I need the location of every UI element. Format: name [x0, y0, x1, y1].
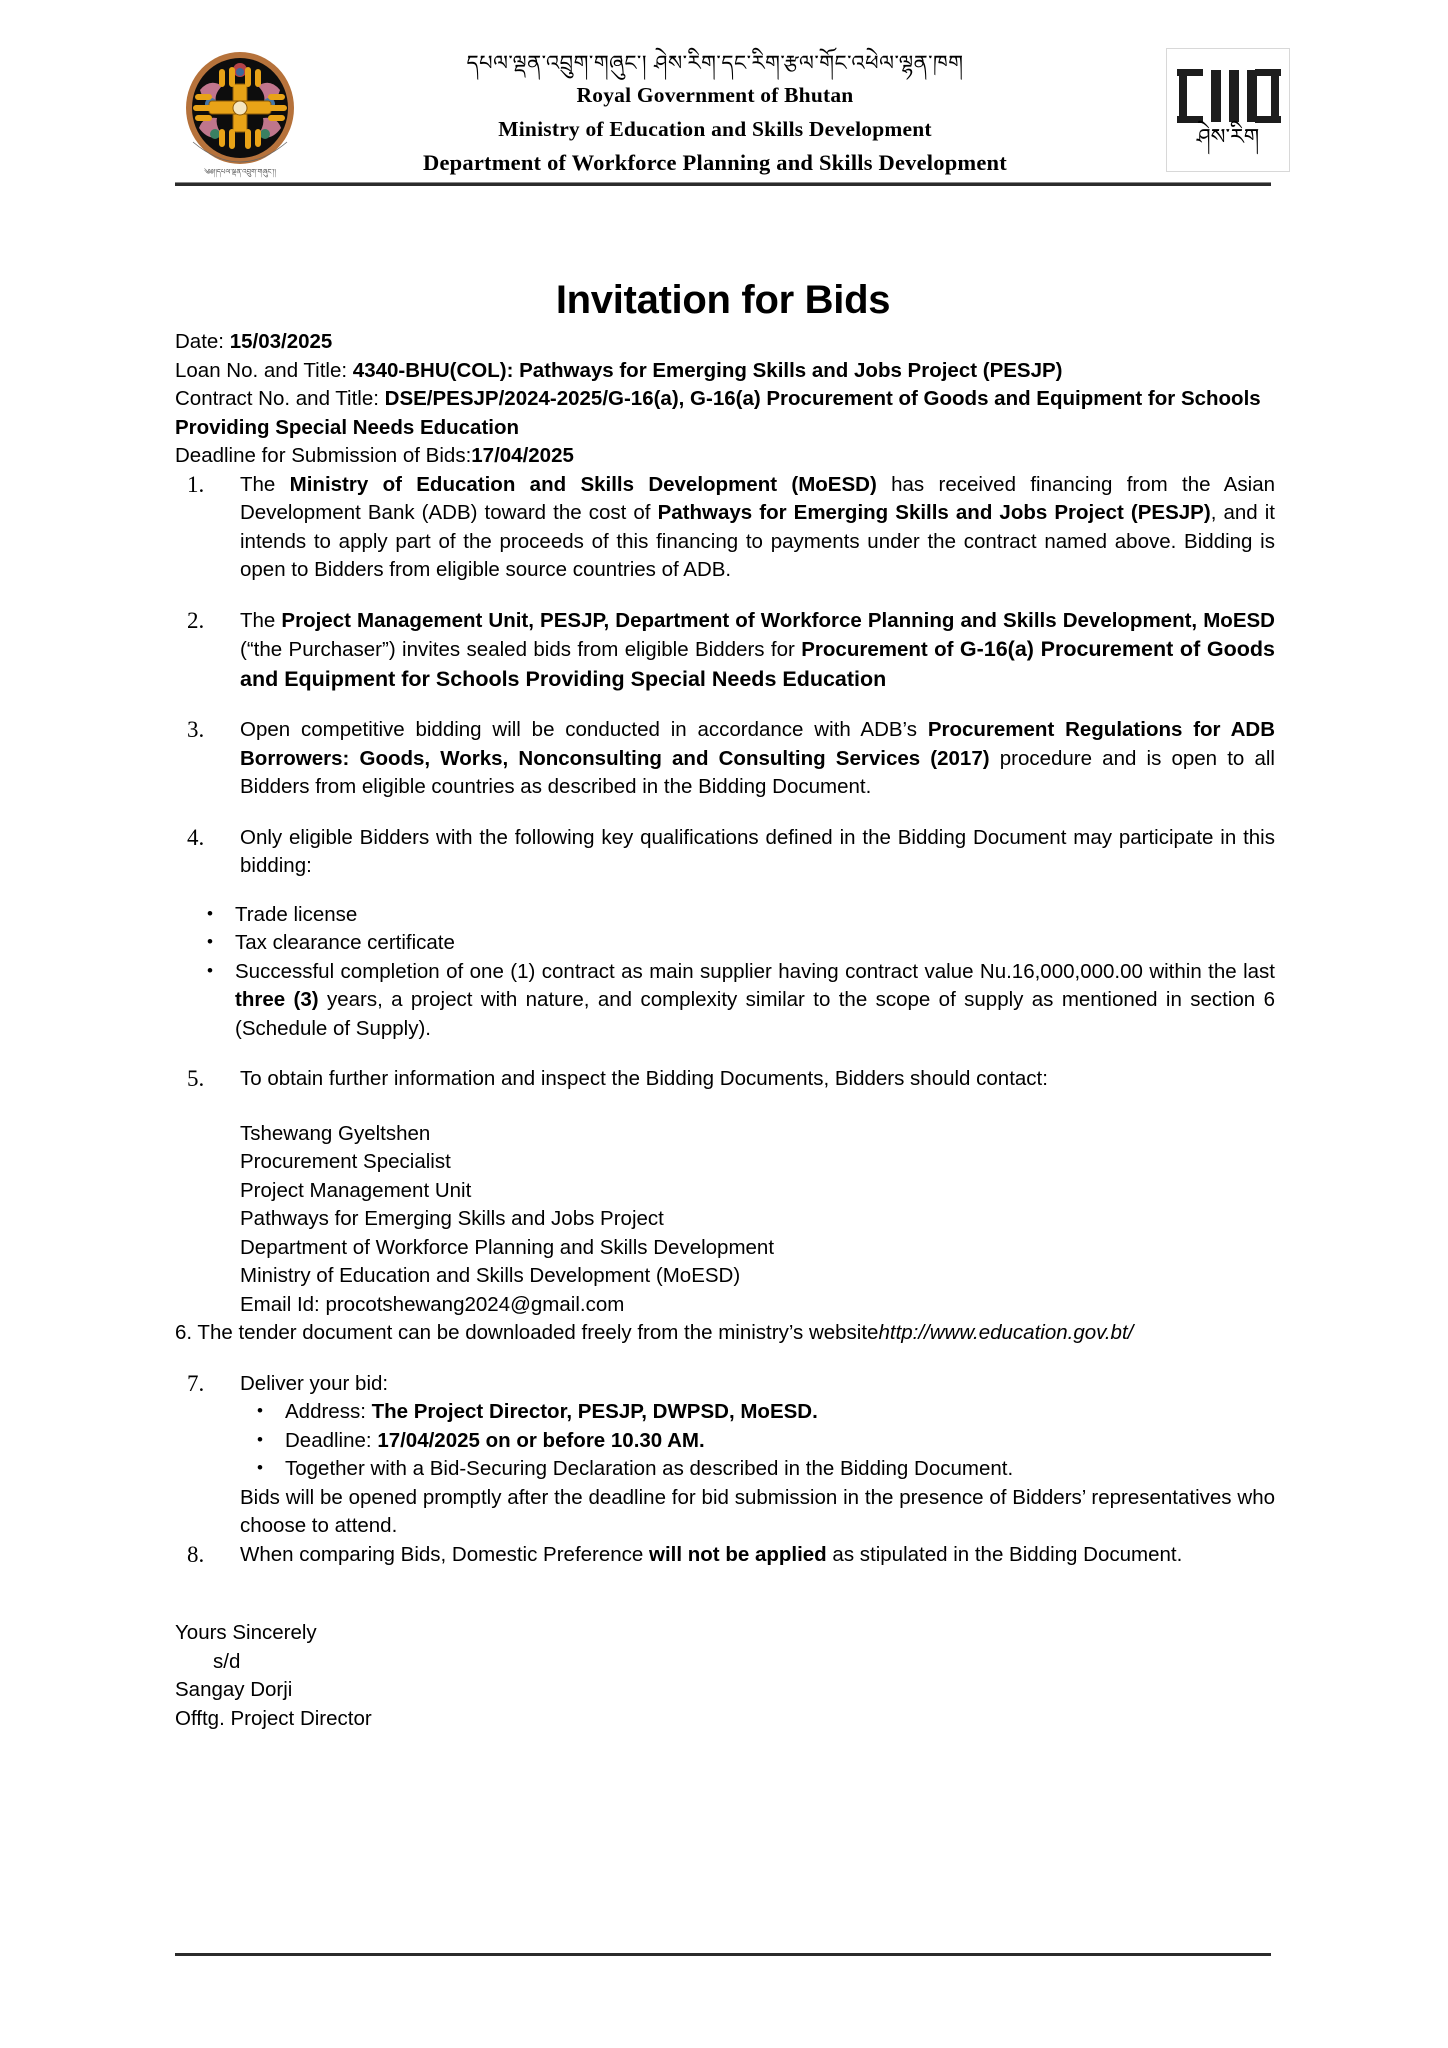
clause-2-text-b: Project Management Unit, PESJP, Department of Workforce Planning and Skills Development, MoESD — [281, 608, 1275, 632]
signoff-designation: Offtg. Project Director — [175, 1706, 372, 1730]
svg-text:༄༅།།དཔལ་ལྡན་འབྲུག་གཞུང་།།: ༄༅།།དཔལ་ལྡན་འབྲུག་གཞུང་།། — [204, 168, 276, 176]
contact-name: Tshewang Gyeltshen — [240, 1121, 431, 1145]
meta-deadline-value: 17/04/2025 — [471, 444, 574, 467]
clause-4-number: 4. — [187, 824, 205, 850]
letterhead-text — [335, 48, 1095, 180]
clause-5-number: 5. — [187, 1066, 205, 1091]
clause-6 — [175, 1319, 1275, 1348]
clause-list-contact — [175, 1065, 1275, 1094]
meta-deadline-label: Deadline for Submission of Bids: — [175, 444, 472, 467]
clause-8-text-c: as stipulated in the Bidding Document. — [826, 1542, 1183, 1566]
signoff-closing: Yours Sincerely — [175, 1621, 317, 1644]
contact-project: Pathways for Emerging Skills and Jobs Project — [240, 1207, 664, 1230]
clause-list — [175, 471, 1275, 881]
meta-date — [175, 328, 1275, 357]
clause-1-text-b: Ministry of Education and Skills Development (MoESD) — [289, 472, 877, 496]
clause-4-text: Only eligible Bidders with the following key qualifications defined in the Bidding Document may participate in this bidding: — [240, 825, 1275, 877]
letterhead-line-royal-government: Royal Government of Bhutan — [576, 83, 854, 107]
clause-1-text-d: Pathways for Emerging Skills and Jobs Project (PESJP) — [657, 501, 1211, 524]
clause-4 — [175, 824, 1275, 881]
clause-1 — [175, 471, 1275, 585]
clause-3-text-c: procedure and is open to all Bidders from eligible countries as described in the Bidding Document. — [240, 746, 1275, 798]
clause-8-number: 8. — [187, 1541, 205, 1567]
logo-blocks-icon — [1175, 67, 1283, 125]
meta-loan — [175, 357, 1275, 386]
qualification-bullet-text-bold: three (3) — [235, 988, 319, 1011]
qualification-bullet-text-c: years, a project with nature, and complexity similar to the scope of supply as mentioned in section 6 (Schedule of Supply). — [235, 988, 1275, 1040]
clause-3-number: 3. — [187, 717, 205, 742]
clause-2 — [175, 607, 1275, 695]
meta-loan-label: Loan No. and Title: — [175, 358, 353, 382]
clause-7 — [175, 1370, 1275, 1399]
clause-5-text: To obtain further information and inspect the Bidding Documents, Bidders should contact: — [240, 1067, 1048, 1090]
clause-7-text: Deliver your bid: — [240, 1371, 389, 1395]
clause-5 — [175, 1065, 1275, 1094]
document-body — [175, 328, 1275, 1733]
meta-date-value: 15/03/2025 — [229, 330, 333, 353]
clause-7-number: 7. — [187, 1370, 205, 1396]
letterhead-line-ministry: Ministry of Education and Skills Development — [498, 117, 932, 141]
meta-contract-value: DSE/PESJP/2024-2025/G-16(a), G-16(a) Procurement of Goods and Equipment for Schools Providing Special Needs Education — [175, 387, 1261, 439]
clause-2-text-d: Procurement of — [801, 638, 954, 661]
deliver-bullet-address — [175, 1398, 1275, 1427]
page-title: Invitation for Bids — [555, 278, 891, 322]
bhutan-royal-emblem-icon — [175, 50, 305, 182]
clause-2-text-a: The — [240, 608, 282, 632]
deliver-bullet-deadline-value: 17/04/2025 on or before 10.30 AM. — [377, 1428, 705, 1452]
ministry-logo — [1166, 48, 1290, 172]
letterhead — [175, 48, 1290, 188]
signoff-name: Sangay Dorji — [175, 1678, 293, 1701]
clause-list-final — [175, 1541, 1275, 1570]
ministry-website-link[interactable]: http://www.education.gov.bt/ — [878, 1321, 1134, 1344]
qualification-bullet-experience — [175, 958, 1275, 1044]
clause-8 — [175, 1541, 1275, 1570]
bids-opened-paragraph: Bids will be opened promptly after the deadline for bid submission in the presence of Bidders’ representatives who choose to attend. — [240, 1485, 1275, 1537]
contact-unit: Project Management Unit — [240, 1178, 472, 1202]
deliver-bullet-declaration — [175, 1455, 1275, 1484]
clause-6-text: 6. The tender document can be downloaded freely from the ministry’s website — [175, 1321, 879, 1344]
contact-ministry: Ministry of Education and Skills Development (MoESD) — [240, 1264, 741, 1287]
clause-3-text-b: Procurement Regulations for ADB Borrowers: Goods, Works, Nonconsulting and Consulting Services (2017) — [240, 718, 1275, 770]
footer-divider — [175, 1953, 1271, 1956]
contact-details — [175, 1120, 1275, 1320]
contact-email[interactable]: Email Id: procotshewang2024@gmail.com — [240, 1292, 625, 1316]
deliver-bullet-declaration-label: Together with a Bid-Securing Declaration as described in the Bidding Document. — [285, 1457, 1014, 1480]
logo-dzongkha-label: ཤེས་རིག — [1196, 125, 1260, 150]
deliver-bullet-address-value: The Project Director, PESJP, DWPSD, MoESD. — [371, 1400, 818, 1423]
qualification-bullet-text: Trade license — [235, 902, 358, 926]
clause-8-text-b: will not be applied — [649, 1542, 827, 1566]
contact-role: Procurement Specialist — [240, 1150, 451, 1173]
meta-deadline — [175, 442, 1275, 471]
clause-1-text-e: , and it intends to apply part of the proceeds of this financing to payments under the contract named above. Bidding is open to Bidders from eligible source countries of ADB. — [240, 501, 1275, 581]
meta-contract-label: Contract No. and Title: — [175, 387, 385, 410]
deliver-bullet-list — [175, 1398, 1275, 1484]
qualification-bullet-tax-clearance — [175, 929, 1275, 958]
signoff-signature-mark: s/d — [213, 1649, 241, 1673]
letterhead-line-department: Department of Workforce Planning and Skills Development — [423, 150, 1007, 175]
clause-list-deliver — [175, 1370, 1275, 1399]
qualification-bullet-trade-license — [175, 901, 1275, 930]
contact-department: Department of Workforce Planning and Skills Development — [240, 1235, 775, 1259]
letterhead-divider — [175, 182, 1271, 186]
clause-8-text-a: When comparing Bids, Domestic Preference — [240, 1542, 650, 1566]
signature-block — [175, 1619, 1275, 1733]
clause-2-text-c: (“the Purchaser”) invites sealed bids from eligible Bidders for — [240, 638, 802, 661]
clause-2-text-e: G-16(a) Procurement of Goods and Equipment for Schools Providing Special Needs Education — [240, 637, 1275, 691]
deliver-bullet-deadline — [175, 1427, 1275, 1456]
meta-date-label: Date: — [175, 330, 230, 353]
letterhead-dzongkha-line: དཔལ་ལྡན་འབྲུག་གཞུང་། ཤེས་རིག་དང་རིག་རྩལ་གོང་འཕེལ་ལྷན་ཁག — [466, 51, 964, 75]
clause-3 — [175, 716, 1275, 802]
clause-3-text-a: Open competitive bidding will be conducted in accordance with ADB’s — [240, 718, 928, 741]
clause-2-number: 2. — [187, 607, 205, 633]
clause-1-text-a: The — [240, 472, 290, 496]
qualification-bullet-text: Tax clearance certificate — [235, 931, 455, 954]
meta-contract — [175, 385, 1275, 442]
clause-1-text-c: has received financing from the Asian Development Bank (ADB) toward the cost of — [240, 472, 1276, 524]
qualification-bullet-text-a: Successful completion of one (1) contract as main supplier having contract value Nu.16,000,000.00 within the last — [235, 959, 1275, 983]
meta-loan-value: 4340-BHU(COL): Pathways for Emerging Skills and Jobs Project (PESJP) — [352, 358, 1063, 382]
deliver-bullet-address-label: Address: — [285, 1400, 372, 1423]
qualification-bullet-list — [175, 901, 1275, 1044]
clause-1-number: 1. — [187, 471, 205, 497]
deliver-bullet-deadline-label: Deadline: — [285, 1428, 378, 1452]
